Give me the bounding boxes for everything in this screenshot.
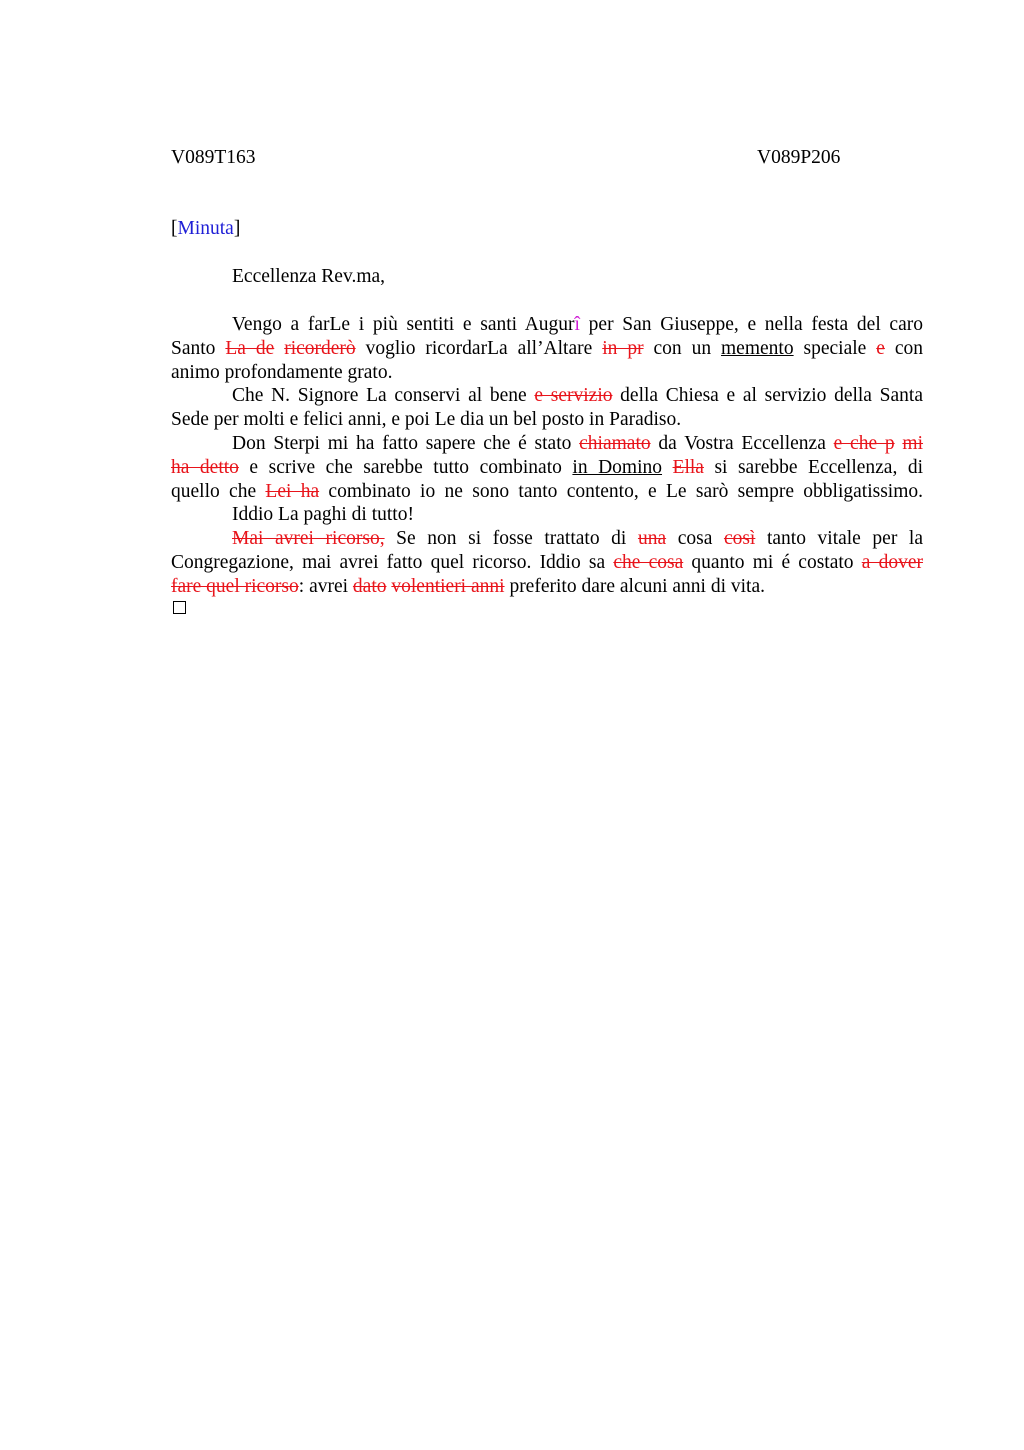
text-run: animo profondamente grato. [171,361,393,383]
body-line [171,527,923,551]
struck-text: Ella [672,456,704,478]
struck-text: e [876,337,885,359]
text-run [662,457,673,478]
struck-text: una [637,528,667,550]
text-run: Santo [171,337,226,359]
text-run: con [884,337,923,359]
empty-square-icon [173,601,186,614]
note-open-bracket: [ [171,218,178,239]
text-run: quello che [171,480,266,502]
document-code-right: V089P206 [757,147,841,168]
body-line [171,503,923,527]
struck-text: fare quel ricorso [171,575,299,597]
text-run: Congregazione, mai avrei fatto quel ricorso. Iddio sa [171,551,614,573]
struck-text: Lei ha [265,480,320,502]
text-run: speciale [793,337,877,359]
document-code-left: V089T163 [171,147,256,168]
marked-char: î [574,314,580,335]
text-run: cosa [666,528,724,550]
underlined-text: in Domino [572,456,663,478]
body-line [171,337,923,361]
body-line [171,384,923,408]
text-run: Vengo a farLe i più sentiti e santi Augur [232,314,575,335]
body-line [171,480,923,504]
struck-text: La de [225,337,275,359]
struck-text: mi [902,432,924,454]
text-run: Iddio La paghi di tutto! [232,504,414,526]
text-run: tanto vitale per la [755,528,923,550]
body-line [171,408,923,432]
struck-text: Mai avrei ricorso, [232,528,385,550]
body-line [171,432,923,456]
text-run: : avrei [298,575,353,597]
text-run: per San Giuseppe, e nella festa del caro [579,314,923,335]
struck-text: dato [352,575,387,597]
underlined-text: memento [721,337,794,359]
body-line [171,361,923,385]
text-run: Sede per molti e felici anni, e poi Le dia un bel posto in Paradiso. [171,409,682,431]
note-close-bracket: ] [233,218,241,239]
struck-text: in pr [602,337,644,359]
struck-text: chiamato [579,432,651,454]
draft-note [171,218,240,240]
struck-text: a dover [861,551,923,573]
text-run: combinato io ne sono tanto contento, e Le sarò sempre obbligatissimo. [319,480,923,502]
text-run: preferito dare alcuni anni di vita. [504,575,765,597]
text-run: Don Sterpi mi ha fatto sapere che é stato [232,432,580,454]
text-run: quanto mi é costato [683,551,862,573]
salutation: Eccellenza Rev.ma, [232,266,386,287]
struck-text: e servizio [534,385,613,407]
text-run: della Chiesa e al servizio della Santa [612,385,923,407]
struck-text: che cosa [613,551,684,573]
text-run: si sarebbe Eccellenza, di [703,456,924,478]
body-line [171,551,923,575]
text-run: con un [643,337,722,359]
struck-text: volentieri anni [391,575,505,597]
body-line [171,313,923,337]
text-run: e scrive che sarebbe tutto combinato [238,456,573,478]
struck-text: ha detto [171,456,239,478]
note-label: Minuta [177,218,234,239]
text-run [274,338,284,359]
struck-text: così [723,528,756,550]
text-run: Che N. Signore La conservi al bene [232,385,535,407]
text-run: voglio ricordarLa all’Altare [355,337,603,359]
body-line [171,456,923,480]
body-line [171,575,923,599]
letter-body [171,313,923,599]
text-run: Se non si fosse trattato di [384,528,638,550]
text-run: da Vostra Eccellenza [650,432,834,454]
struck-text: ricorderò [284,337,356,359]
struck-text: e che p [833,432,895,454]
